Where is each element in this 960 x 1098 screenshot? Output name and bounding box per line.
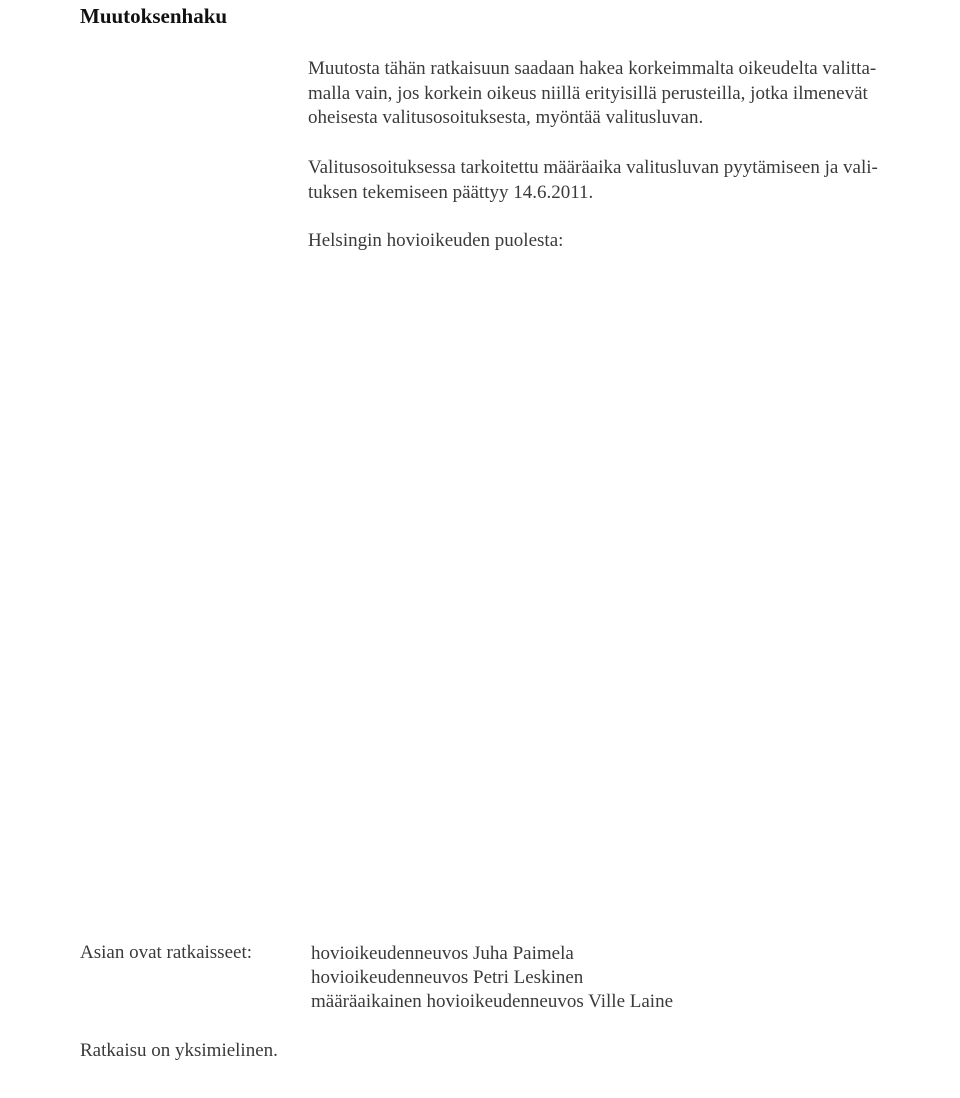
text-line: Valitusosoituksessa tarkoitettu määräaika valitusluvan pyytämiseen ja vali- xyxy=(308,157,878,178)
appeal-paragraph xyxy=(308,57,948,131)
unanimous-statement: Ratkaisu on yksimielinen. xyxy=(80,1040,278,1061)
decider-name: hovioikeudenneuvos Juha Paimela xyxy=(311,943,574,964)
text-line: Muutosta tähän ratkaisuun saadaan hakea korkeimmalta oikeudelta valitta- xyxy=(308,58,877,79)
text-line: tuksen tekemiseen päättyy 14.6.2011. xyxy=(308,181,594,203)
text-line: Helsingin hovioikeuden puolesta: xyxy=(308,230,564,251)
decider-name: määräaikainen hovioikeudenneuvos Ville Laine xyxy=(311,991,674,1012)
deadline-paragraph xyxy=(308,156,948,205)
text-line: malla vain, jos korkein oikeus niillä erityisillä perusteilla, jotka ilmenevät xyxy=(308,82,868,104)
deciders-label: Asian ovat ratkaisseet: xyxy=(80,942,253,963)
court-signature-paragraph xyxy=(308,229,948,254)
section-heading: Muutoksenhaku xyxy=(80,4,228,28)
text-line: oheisesta valitusosoituksesta, myöntää valitusluvan. xyxy=(308,107,704,128)
deciders-list xyxy=(311,942,673,1014)
decider-name: hovioikeudenneuvos Petri Leskinen xyxy=(311,967,584,988)
